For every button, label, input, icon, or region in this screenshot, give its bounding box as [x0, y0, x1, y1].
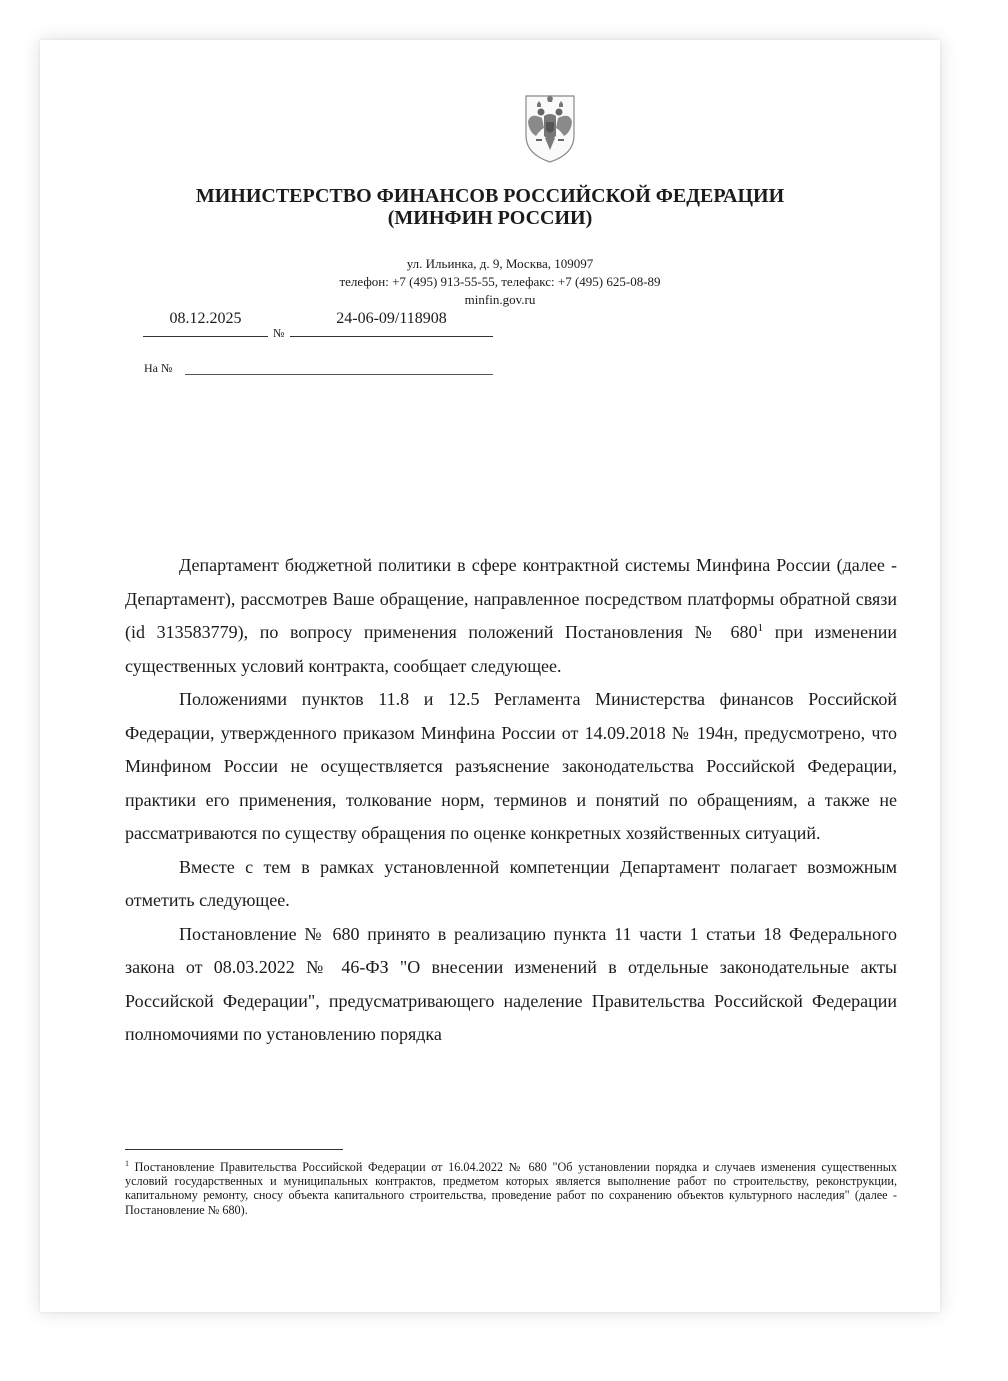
- footnote-marker: 1: [125, 1159, 129, 1168]
- footnote-separator: [125, 1149, 343, 1150]
- document-page: [40, 40, 940, 1312]
- body-paragraph: Постановление № 680 принято в реализацию пункта 11 части 1 статьи 18 Федерального закона от 08.03.2022 № 46-ФЗ "О внесении изменений в отдельные законодательные акты Российской Федерации", предусматривающего наделение Правительства Российской Федерации полномочиями по установлению порядка: [125, 923, 897, 1044]
- reply-reference-row: [40, 361, 940, 381]
- date-underline: [143, 336, 268, 337]
- registration-row: [40, 310, 940, 350]
- number-underline: [290, 336, 493, 337]
- organization-short-name: (МИНФИН РОССИИ): [387, 207, 593, 229]
- organization-header: [140, 185, 840, 229]
- reply-reference-label: На №: [144, 361, 173, 375]
- body-paragraph: Положениями пунктов 11.8 и 12.5 Регламента Министерства финансов Российской Федерации, утвержденного приказом Минфина России от 14.09.2018 № 194н, предусмотрено, что Минфином России не осуществляется разъяснение законодательства Российской Федерации, практики его применения, толкование норм, терминов и понятий по обращениям, а также не рассматриваются по существу обращения по оценке конкретных хозяйственных ситуаций.: [125, 689, 897, 843]
- letter-number: 24-06-09/118908: [336, 310, 447, 327]
- letter-body: [125, 549, 897, 1052]
- address: ул. Ильинка, д. 9, Москва, 109097: [406, 256, 594, 271]
- reply-reference-underline: [185, 374, 493, 375]
- body-paragraph: Департамент бюджетной политики в сфере контрактной системы Минфина России (далее - Департамент), рассмотрев Ваше обращение, направленное посредством платформы обратной связи (id 313583779), по вопросу применения положений Постановления № $680^1$ при изменении существенных условий контракта, сообщает следующее.: [125, 555, 898, 676]
- footnote-reference: 1: [757, 622, 764, 634]
- number-sign: №: [273, 326, 285, 340]
- coat-of-arms-icon: [520, 92, 580, 164]
- website: minfin.gov.ru: [464, 292, 536, 307]
- phone-fax: телефон: +7 (495) 913-55-55, телефакс: +7 (495) 625-08-89: [339, 274, 661, 289]
- footnote: [125, 1157, 897, 1217]
- body-paragraph: Вместе с тем в рамках установленной компетенции Департамент полагает возможным отметить следующее.: [125, 856, 897, 910]
- organization-contacts: [270, 255, 730, 309]
- letter-date: 08.12.2025: [169, 310, 242, 327]
- footnote-text: Постановление Правительства Российской Федерации от 16.04.2022 № 680 "Об установлении порядка и случаев изменения существенных условий государственных и муниципальных контрактов, предметом которых является выполнение работ по строительству, реконструкции, капитальному ремонту, сносу объекта капитального строительства, проведение работ по сохранению объектов культурного наследия" (далее - Постановление № 680).: [125, 1160, 897, 1217]
- organization-name: МИНИСТЕРСТВО ФИНАНСОВ РОССИЙСКОЙ ФЕДЕРАЦИИ: [195, 185, 785, 207]
